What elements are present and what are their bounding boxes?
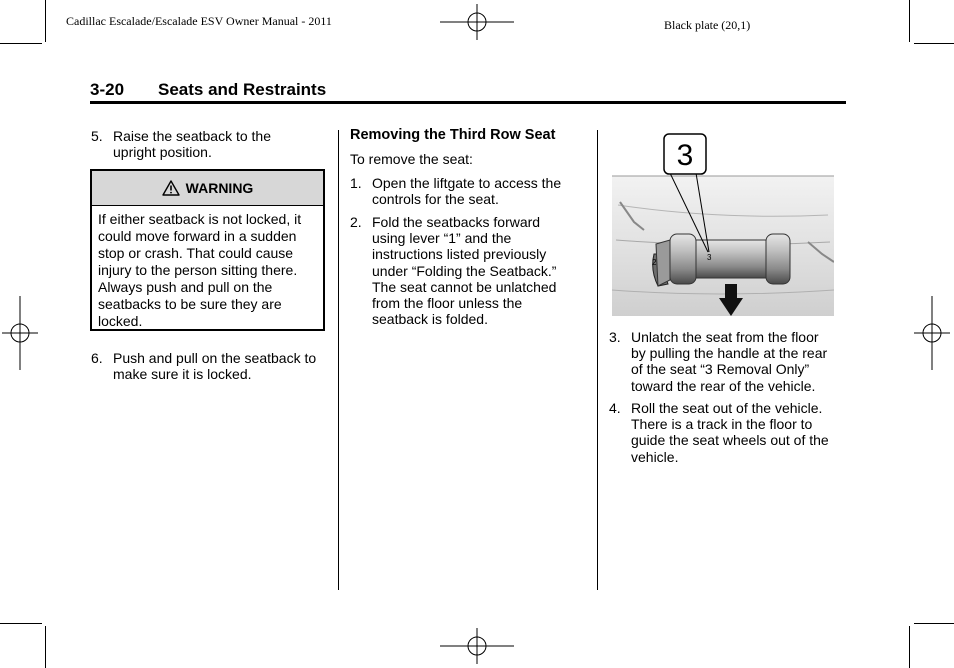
warning-triangle-icon [162,180,180,196]
list-item [609,400,849,468]
plate-label: Black plate (20,1) [664,18,751,32]
registration-mark-right [914,296,950,370]
page-number: 3-20 [90,80,125,99]
header-rule [90,101,846,104]
crop-mark [914,623,954,624]
step-line: make sure it is locked. [113,366,252,383]
warning-box [90,169,325,331]
step-text [631,329,849,394]
callout-number: 3 [676,139,694,172]
step-line: upright position. [113,144,212,161]
crop-mark [45,626,46,668]
tube-collar [766,234,790,284]
registration-mark-top [440,4,514,40]
column-divider [597,130,598,590]
step-line: by pulling the handle at the rear [631,345,828,362]
step-line: There is a track in the floor to [631,416,813,433]
document-title: Cadillac Escalade/Escalade ESV Owner Manual - 2011 [66,14,332,28]
step-line: using lever “1” and the [372,230,512,247]
list-item [91,350,331,384]
step-line: Fold the seatbacks forward [372,214,541,230]
step-line: seatback is folded. [372,311,488,328]
step-line: instructions listed previously [372,246,547,263]
registration-mark-left [2,296,38,370]
step-line: Roll the seat out of the vehicle. [631,400,823,416]
step-number: 2. [350,214,362,230]
warning-title: WARNING [185,180,254,196]
step-line: under “Folding the Seatback.” [372,262,557,279]
list-item [91,128,331,162]
step-number: 3. [609,329,621,345]
step-line: guide the seat wheels out of the [631,432,829,449]
step-number: 4. [609,400,621,416]
step-line: controls for the seat. [372,191,499,208]
section-title: Seats and Restraints [158,80,327,99]
seat-removal-illustration [608,130,834,316]
lever-label-2: 2 [652,258,657,267]
warning-line: locked. [98,313,143,329]
step-line: Unlatch the seat from the floor [631,329,819,345]
step-text [372,214,590,327]
list-item [609,329,849,397]
column-divider [338,130,339,590]
warning-line: could move forward in a sudden [98,228,297,244]
handle-label-3: 3 [707,253,712,262]
step-line: from the floor unless the [372,295,523,312]
subsection-heading: Removing the Third Row Seat [350,127,556,143]
crop-mark [909,0,910,42]
warning-line: seatbacks to be sure they are [98,296,282,312]
crop-mark [909,626,910,668]
tube-collar [670,234,696,284]
crop-mark [45,0,46,42]
step-text [113,128,331,160]
crop-mark [0,43,42,44]
crop-mark [0,623,42,624]
warning-line: If either seatback is not locked, it [98,211,302,227]
step-text [631,400,849,465]
step-line: of the seat “3 Removal Only” [631,361,810,378]
list-item [350,175,590,209]
step-number: 1. [350,175,362,191]
step-line: Open the liftgate to access the [372,175,562,191]
warning-line: stop or crash. That could cause [98,245,294,261]
step-line: The seat cannot be unlatched [372,278,557,295]
list-item [350,214,590,330]
step-line: Push and pull on the seatback to [113,350,317,366]
registration-mark-bottom [440,628,514,664]
step-line: toward the rear of the vehicle. [631,377,816,394]
warning-line: Always push and pull on the [98,279,273,295]
step-text [113,350,331,382]
intro-text: To remove the seat: [350,151,473,167]
warning-line: injury to the person sitting there. [98,262,298,278]
step-number: 5. [91,128,103,144]
step-text [372,175,590,207]
warning-header [92,171,323,206]
step-number: 6. [91,350,103,366]
warning-text [92,206,323,330]
crop-mark [914,43,954,44]
step-line: vehicle. [631,448,679,465]
step-line: Raise the seatback to the [113,128,271,144]
